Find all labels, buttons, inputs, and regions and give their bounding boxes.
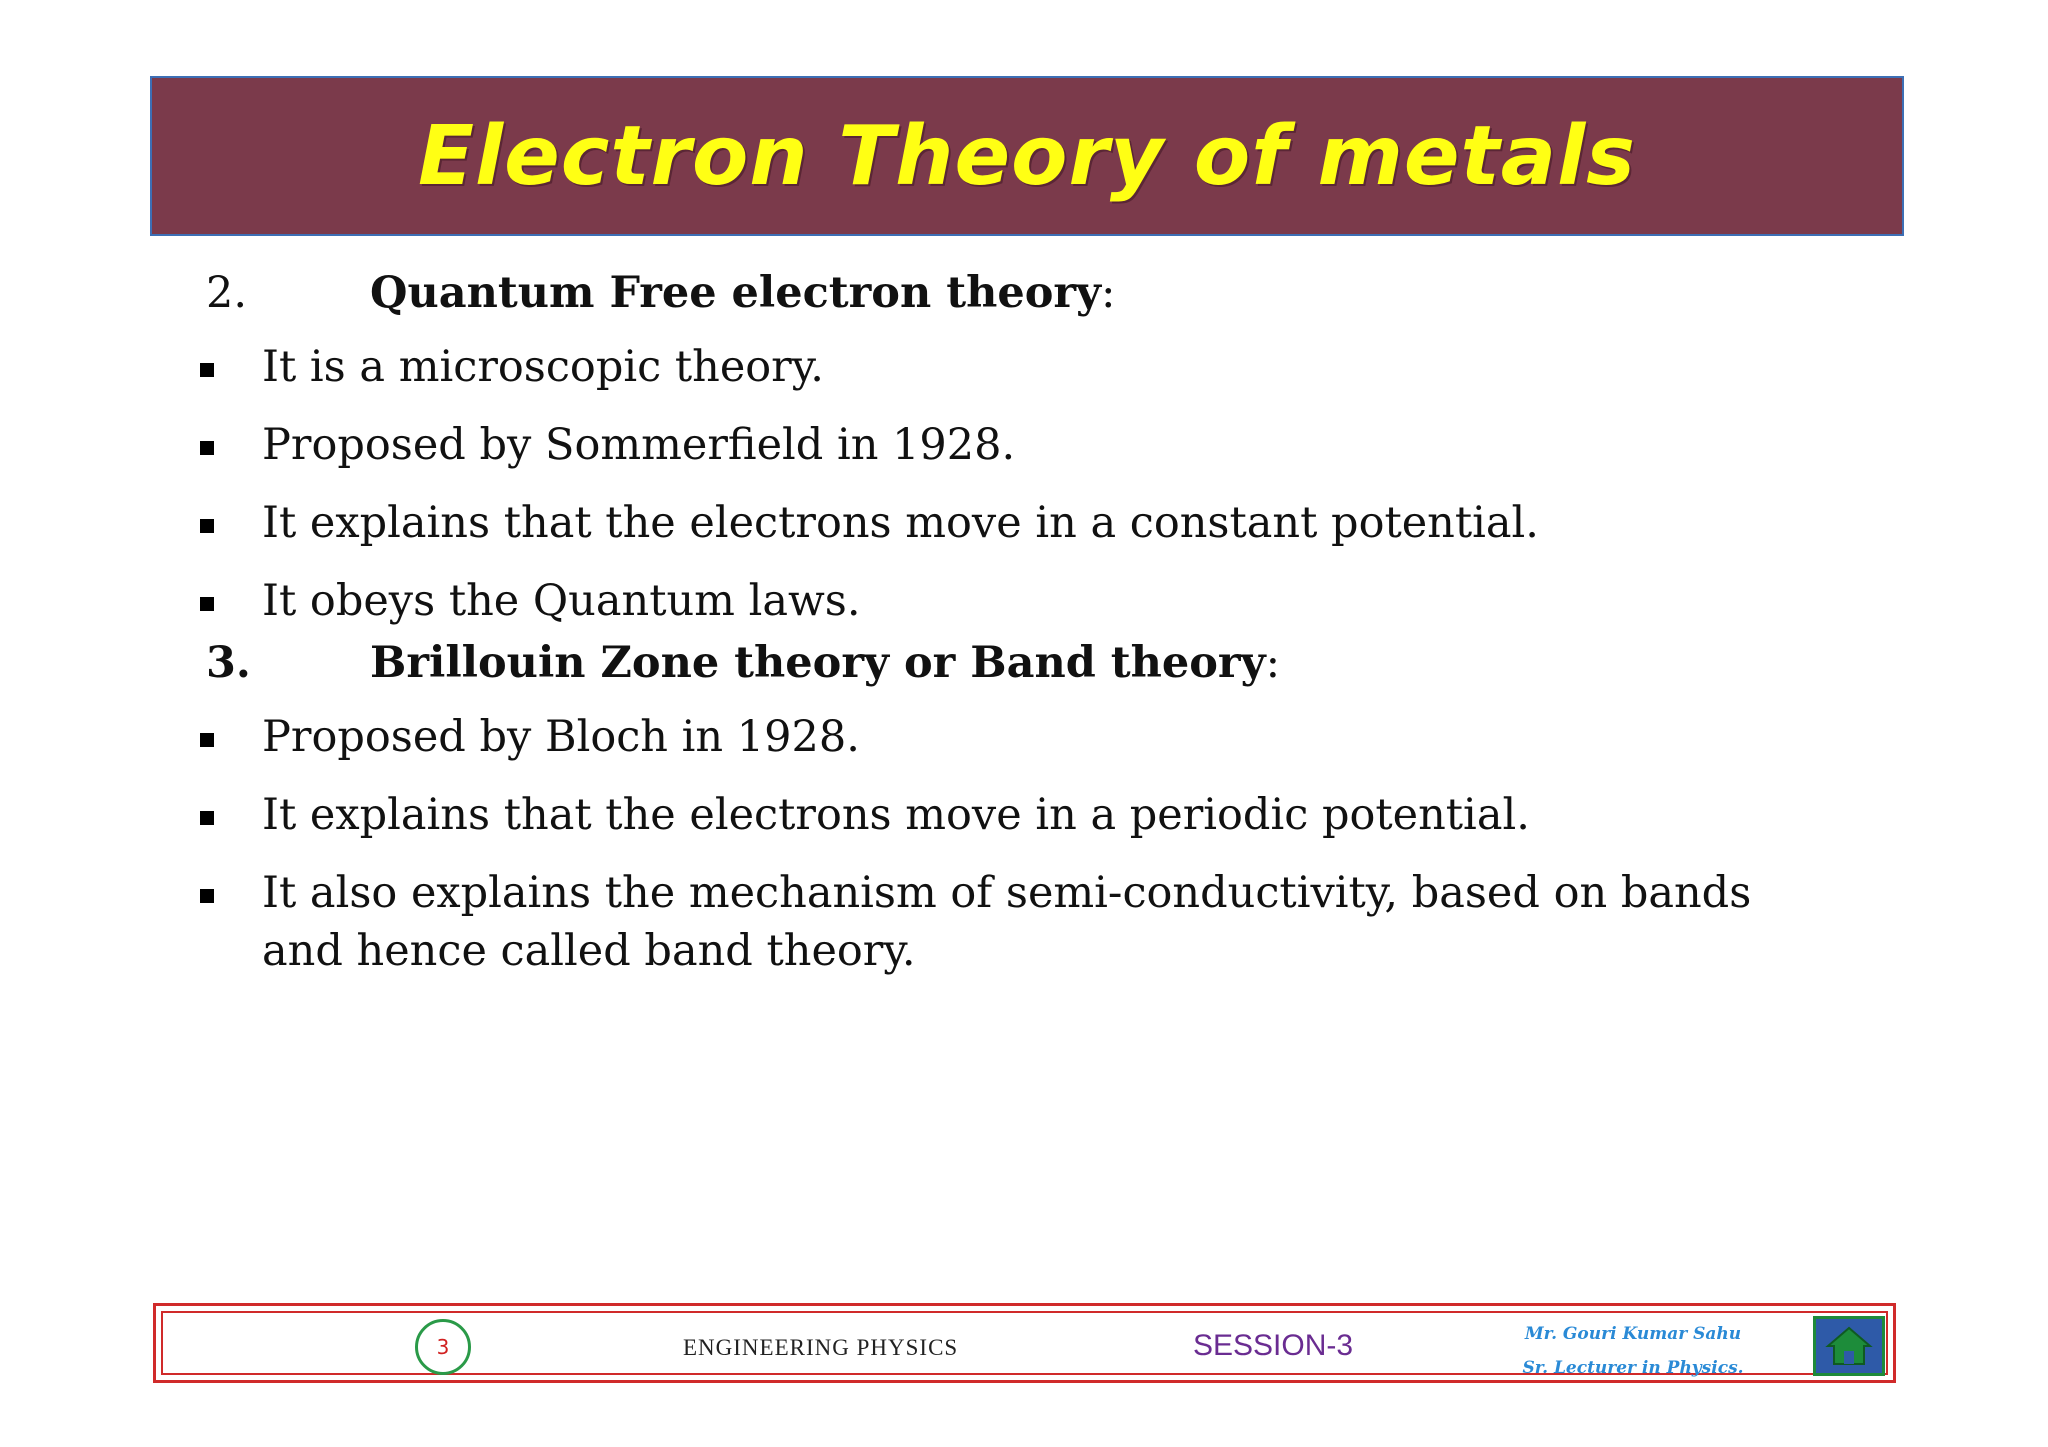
author-name: Mr. Gouri Kumar Sahu — [1524, 1324, 1742, 1344]
bullet-text: It explains that the electrons move in a periodic potential. — [262, 790, 1530, 840]
section-title: Brillouin Zone theory or Band theory — [370, 638, 1266, 688]
bullet-icon — [150, 494, 262, 544]
section-number: 2. — [206, 268, 248, 318]
author-title: Sr. Lecturer in Physics. — [1522, 1358, 1744, 1378]
section-colon: : — [1101, 268, 1116, 318]
list-item — [150, 572, 1870, 630]
bullet-icon — [150, 786, 262, 836]
bullet-text: Proposed by Bloch in 1928. — [262, 712, 860, 762]
list-item — [150, 494, 1870, 552]
home-icon — [1824, 1324, 1874, 1368]
list-item — [150, 416, 1870, 474]
list-item — [150, 864, 1870, 980]
footer-frame — [161, 1311, 1888, 1378]
list-item — [150, 708, 1870, 766]
list-item — [150, 786, 1870, 844]
section-colon: : — [1265, 638, 1281, 688]
section-number: 3. — [206, 638, 251, 688]
bullet-icon — [150, 338, 262, 388]
slide-title: Electron Theory of metals — [417, 108, 1636, 204]
slide-content — [150, 268, 1870, 1000]
section-heading-3 — [150, 638, 1870, 708]
bullet-text: It explains that the electrons move in a constant potential. — [262, 498, 1539, 548]
list-item — [150, 338, 1870, 396]
bullet-text: Proposed by Sommerfield in 1928. — [262, 420, 1016, 470]
page-number: 3 — [415, 1319, 471, 1375]
bullet-text: It also explains the mechanism of semi-conductivity, based on bands and hence called band theory. — [262, 868, 1752, 976]
section-heading-2 — [150, 268, 1870, 338]
slide-footer — [153, 1303, 1896, 1383]
course-name: ENGINEERING PHYSICS — [683, 1335, 959, 1360]
bullet-icon — [150, 864, 262, 914]
bullet-icon — [150, 416, 262, 466]
home-button[interactable] — [1813, 1316, 1885, 1376]
session-label: SESSION-3 — [1193, 1329, 1354, 1362]
bullet-icon — [150, 708, 262, 758]
section-title: Quantum Free electron theory — [370, 268, 1102, 318]
author-signature — [1518, 1317, 1748, 1385]
bullet-icon — [150, 572, 262, 622]
bullet-text: It is a microscopic theory. — [262, 342, 824, 392]
bullet-text: It obeys the Quantum laws. — [262, 576, 861, 626]
slide-title-bar — [150, 76, 1904, 236]
